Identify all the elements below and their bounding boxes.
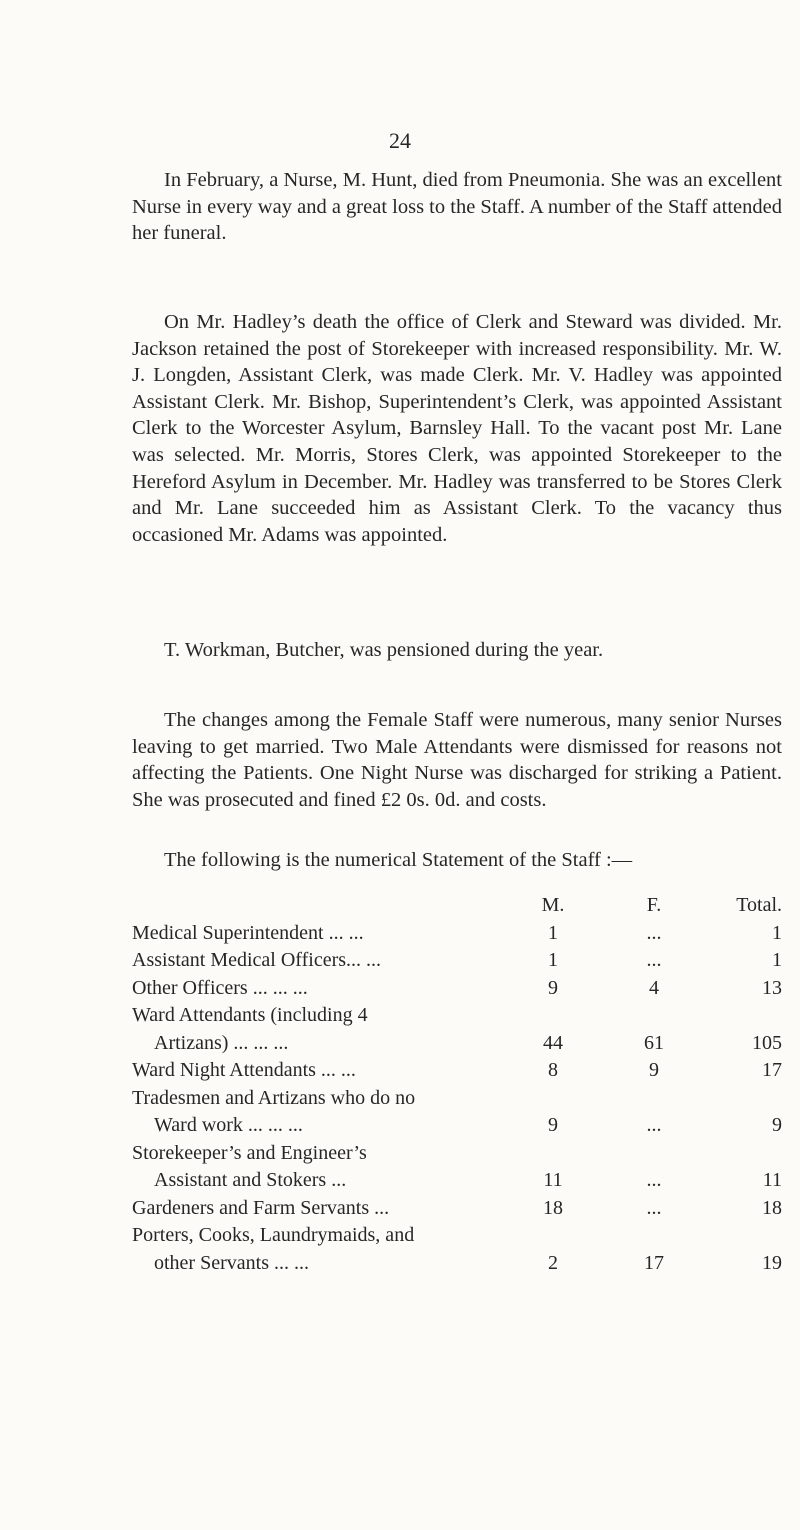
row-label-cell (132, 1140, 507, 1195)
row-m-value: 2 (548, 1251, 558, 1274)
row-m-value: 1 (548, 949, 558, 971)
table-header-row (132, 892, 782, 920)
row-total-value: 1 (772, 921, 782, 944)
row-label-continued: Ward work ... ... ... (154, 1114, 303, 1136)
row-f-value: 17 (644, 1251, 664, 1274)
row-label-cell (132, 975, 507, 1003)
row-f-value: 9 (649, 1059, 659, 1081)
row-total-value: 13 (762, 976, 782, 999)
row-label: Gardeners and Farm Servants ... (132, 1196, 390, 1219)
row-total-value: 18 (762, 1196, 782, 1219)
row-f-value: 4 (649, 976, 659, 999)
row-m-value: 44 (543, 1031, 563, 1054)
row-f-value: ... (646, 1196, 662, 1219)
paragraph-statement-intro: The following is the numerical Statement of the Staff :— (164, 849, 633, 871)
page-number: 24 (389, 128, 411, 153)
row-label-dots: ... (340, 1059, 356, 1081)
row-m-value: 9 (548, 1114, 558, 1136)
row-f-value: ... (646, 1169, 662, 1191)
row-label: Storekeeper’s and Engineer’s (132, 1141, 367, 1164)
row-label-continued: Artizans) ... ... ... (154, 1031, 289, 1054)
paragraph-nurse-death: In February, a Nurse, M. Hunt, died from Pneumonia. She was an excellent Nurse in every way and a great loss to the Staff. A number of the Staff attended her funeral. (132, 169, 782, 245)
table-row (132, 947, 782, 975)
row-label: Tradesmen and Artizans who do no (132, 1086, 416, 1109)
row-label-cell (132, 947, 507, 975)
row-label: Ward Night Attendants ... (132, 1059, 336, 1081)
header-label-empty (132, 892, 507, 920)
table-row (132, 1002, 782, 1057)
row-label-dots: ... (348, 921, 364, 944)
row-label-cell (132, 920, 507, 948)
row-total-value: 19 (762, 1251, 782, 1274)
row-f-value: ... (646, 1114, 662, 1136)
row-label-cell (132, 1057, 507, 1085)
row-f-value: ... (646, 921, 662, 944)
row-total-value: 9 (772, 1114, 782, 1136)
row-m-value: 9 (548, 976, 558, 999)
header-total: Total. (736, 894, 782, 916)
row-label: Other Officers ... ... ... (132, 976, 308, 999)
row-label: Porters, Cooks, Laundrymaids, and (132, 1224, 415, 1246)
row-label-cell (132, 1085, 507, 1140)
table-row (132, 920, 782, 948)
table-row (132, 975, 782, 1003)
table-row (132, 1140, 782, 1195)
row-total-value: 11 (762, 1169, 782, 1191)
row-label-cell (132, 1195, 507, 1223)
table-row (132, 1222, 782, 1277)
table-row (132, 1057, 782, 1085)
row-total-value: 1 (772, 949, 782, 971)
row-label-cell (132, 1002, 507, 1057)
header-f: F. (646, 894, 662, 916)
row-total-value: 17 (762, 1059, 782, 1081)
paragraph-clerk-appointments: On Mr. Hadley’s death the office of Clerk and Steward was divided. Mr. Jackson retained the post of Storekeeper with increased responsibility. Mr. W. J. Longden, Assistant Clerk, was made Clerk. Mr. V. Hadley was appointed Assistant Clerk. Mr. Bishop, Superintendent’s Clerk, was appointed Assistant Clerk to the Worcester Asylum, Barnsley Hall. To the vacant post Mr. Lane was selected. Mr. Morris, Stores Clerk, was appointed Storekeeper to the Hereford Asylum in December. Mr. Hadley was transferred to be Stores Clerk and Mr. Lane succeeded him as Assistant Clerk. To the vacancy thus occasioned Mr. Adams was appointed. (132, 311, 782, 546)
row-label: Ward Attendants (including 4 (132, 1004, 368, 1026)
row-f-value: ... (646, 949, 662, 971)
row-label-dots: ... (366, 949, 382, 971)
row-label-cell (132, 1222, 507, 1277)
row-label-continued: Assistant and Stokers ... (154, 1169, 347, 1191)
row-m-value: 11 (543, 1169, 563, 1191)
row-label-continued: other Servants ... ... (154, 1251, 309, 1274)
row-label: Medical Superintendent ... (132, 921, 344, 944)
row-f-value: 61 (644, 1031, 664, 1054)
header-m: M. (541, 894, 565, 916)
table-row (132, 1195, 782, 1223)
row-m-value: 18 (543, 1196, 563, 1219)
paragraph-female-staff-changes: The changes among the Female Staff were numerous, many senior Nurses leaving to get married. Two Male Attendants were dismissed for reasons not affecting the Patients. One Night Nurse was discharged for striking a Patient. She was prosecuted and fined £2 0s. 0d. and costs. (132, 709, 782, 811)
row-m-value: 8 (548, 1059, 558, 1081)
row-label: Assistant Medical Officers... (132, 949, 362, 971)
row-total-value: 105 (752, 1031, 782, 1054)
staff-statistics-table (132, 892, 782, 1277)
row-m-value: 1 (548, 921, 558, 944)
paragraph-butcher-pension: T. Workman, Butcher, was pensioned during the year. (164, 639, 604, 661)
table-row (132, 1085, 782, 1140)
